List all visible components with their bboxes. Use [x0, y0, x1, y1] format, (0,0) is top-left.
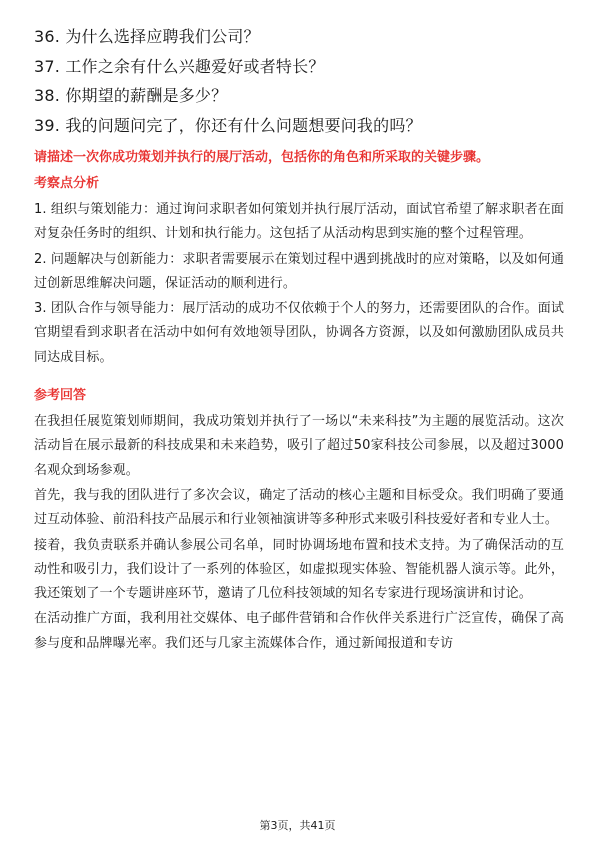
featured-question: 请描述一次你成功策划并执行的展厅活动，包括你的角色和所采取的关键步骤。 [34, 150, 490, 165]
question-item: 39. 我的问题问完了，你还有什么问题想要问我的吗？ [34, 115, 422, 135]
analysis-point: 1. 组织与策划能力：通过询问求职者如何策划并执行展厅活动，面试官希望了解求职者在面对复杂任务时的组织、计划和执行能力。这包括了从活动构思到实施的整个过程管理。 [34, 202, 564, 242]
analysis-heading: 考察点分析 [34, 176, 100, 191]
question-item: 37. 工作之余有什么兴趣爱好或者特长？ [34, 56, 325, 76]
answer-paragraph: 接着，我负责联系并确认参展公司名单，同时协调场地布置和技术支持。为了确保活动的互动性和吸引力，我们设计了一系列的体验区，如虚拟现实体验、智能机器人演示等。此外，我还策划了一个专题讲座环节，邀请了几位科技领域的知名专家进行现场演讲和讨论。 [34, 537, 564, 602]
page-number: 第3页，共41页 [259, 819, 336, 832]
answer-heading: 参考回答 [34, 388, 87, 404]
question-item: 38. 你期望的薪酬是多少？ [34, 86, 228, 105]
answer-paragraph: 首先，我与我的团队进行了多次会议，确定了活动的核心主题和目标受众。我们明确了要通过互动体验、前沿科技产品展示和行业领袖演讲等多种形式来吸引科技爱好者和专业人士。 [34, 487, 564, 528]
question-list [34, 22, 564, 140]
analysis-point: 2. 问题解决与创新能力：求职者需要展示在策划过程中遇到挑战时的应对策略，以及如何通过创新思维解决问题，保证活动的顺利进行。 [34, 251, 564, 291]
question-section [34, 147, 564, 657]
answer-paragraph: 在我担任展览策划师期间，我成功策划并执行了一场以“未来科技”为主题的展览活动。这次活动旨在展示最新的科技成果和未来趋势，吸引了超过50家科技公司参展，以及超过3000名观众到场参观。 [34, 414, 564, 478]
analysis-point: 3. 团队合作与领导能力：展厅活动的成功不仅依赖于个人的努力，还需要团队的合作。面试官期望看到求职者在活动中如何有效地领导团队，协调各方资源，以及如何激励团队成员共同达成目标。 [34, 301, 564, 365]
question-item: 36. 为什么选择应聘我们公司？ [34, 27, 260, 46]
answer-paragraph: 在活动推广方面，我利用社交媒体、电子邮件营销和合作伙伴关系进行广泛宣传，确保了高参与度和品牌曝光率。我们还与几家主流媒体合作，通过新闻报道和专访 [34, 611, 564, 651]
